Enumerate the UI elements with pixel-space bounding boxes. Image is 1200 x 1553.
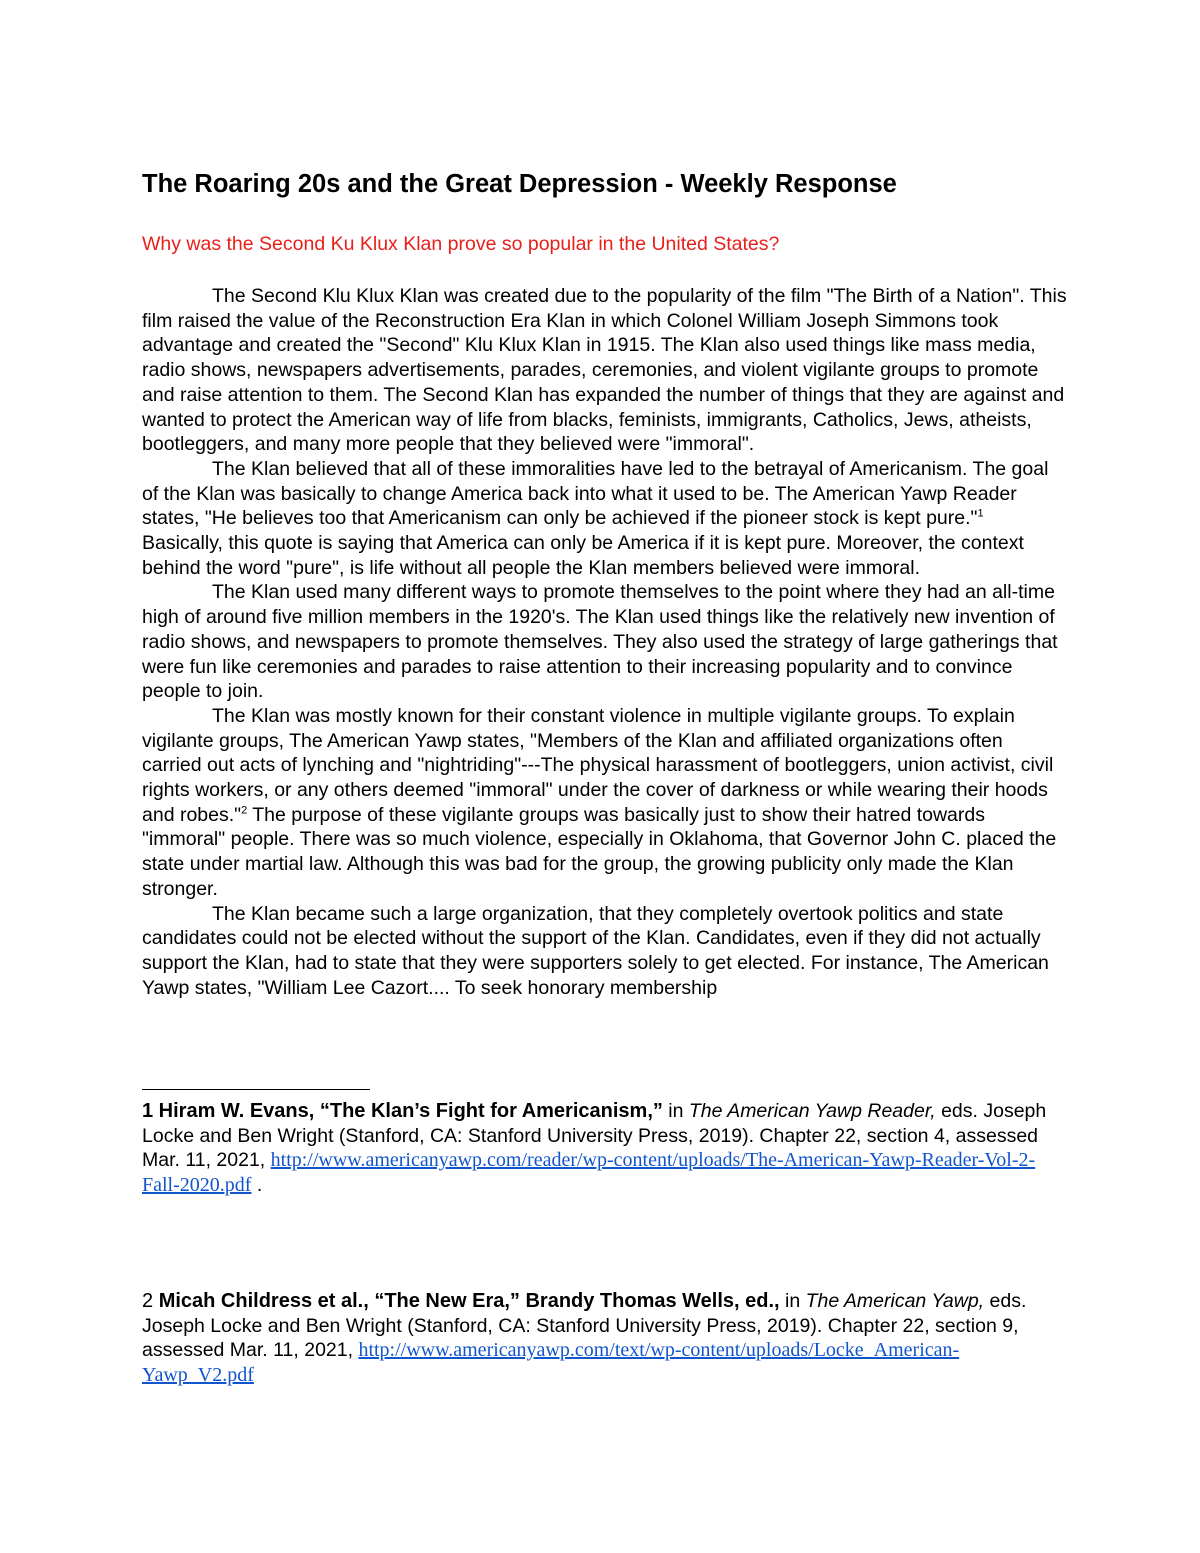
footnote-1-citation: 1 Hiram W. Evans, “The Klan’s Fight for Americanism,” xyxy=(142,1100,663,1122)
footnote-2-in: in xyxy=(779,1290,806,1312)
footnote-2-details: eds. Joseph Locke and Ben Wright (Stanford, CA: Stanford University Press, 2019). Chapter 22, section 9, assessed Mar. 11, 2021, xyxy=(142,1290,1027,1361)
footnote-2-citation: Micah Childress et al., “The New Era,” Brandy Thomas Wells, ed., xyxy=(158,1290,780,1312)
footnote-ref-2[interactable]: 2 xyxy=(241,804,248,817)
paragraph-2-text-a: The Klan believed that all of these immoralities have led to the betrayal of Americanism. The goal of the Klan was basically to change America back into what it used to be. The American Yawp Reader states, "He believes too that Americanism can only be achieved if the pioneer stock is kept pure." xyxy=(142,457,1049,530)
footnote-separator xyxy=(142,1089,370,1090)
question-prompt: Why was the Second Ku Klux Klan prove so popular in the United States? xyxy=(142,233,780,255)
footnote-1 xyxy=(142,1099,1067,1197)
paragraph-4-text-b: The purpose of these vigilante groups was basically just to show their hatred towards "immoral" people. There was so much violence, especially in Oklahoma, that Governor John C. placed the state under martial law. Although this was bad for the group, the growing publicity only made the Klan stronger. xyxy=(142,803,1057,900)
paragraph-4-text-a: The Klan was mostly known for their constant violence in multiple vigilante groups. To explain vigilante groups, The American Yawp states, "Members of the Klan and affiliated organizations often carried out acts of lynching and "nightriding"---The physical harassment of bootleggers, union activist, civil rights workers, or any others deemed "immoral" under the cover of darkness or while wearing their hoods and robes." xyxy=(142,704,1054,826)
paragraph-3: The Klan used many different ways to promote themselves to the point where they had an all-time high of around five million members in the 1920's. The Klan used things like the relatively new invention of radio shows, and newspapers to promote themselves. They also used the strategy of large gatherings that were fun like ceremonies and parades to raise attention to their increasing popularity and to convince people to join. xyxy=(142,581,1058,703)
paragraph-1: The Second Klu Klux Klan was created due to the popularity of the film "The Birth of a Nation". This film raised the value of the Reconstruction Era Klan in which Colonel William Joseph Simmons took advantage and created the "Second" Klu Klux Klan in 1915. The Klan also used things like mass media, radio shows, newspapers advertisements, parades, ceremonies, and violent vigilante groups to promote and raise attention to them. The Second Klan has expanded the number of things that they are against and wanted to protect the American way of life from blacks, feminists, immigrants, Catholics, Jews, atheists, bootleggers, and many more people that they believed were "immoral". xyxy=(142,285,1067,456)
footnote-2 xyxy=(142,1289,1067,1387)
footnote-1-details: eds. Joseph Locke and Ben Wright (Stanford, CA: Stanford University Press, 2019). Chapter 22, section 4, assessed Mar. 11, 2021, xyxy=(142,1100,1047,1171)
footnote-2-link[interactable]: http://www.americanyawp.com/text/wp-content/uploads/Locke_American-Yawp_V2.pdf xyxy=(142,1339,960,1386)
response-body xyxy=(142,284,1067,1000)
footnote-1-source-title: The American Yawp Reader, xyxy=(688,1100,936,1122)
footnote-1-link[interactable]: http://www.americanyawp.com/reader/wp-content/uploads/The-American-Yawp-Reader-Vol-2-Fall-2020.pdf xyxy=(142,1149,1036,1196)
page-title: The Roaring 20s and the Great Depression - Weekly Response xyxy=(142,170,897,198)
paragraph-4 xyxy=(142,704,1067,902)
paragraph-2-text-b: Basically, this quote is saying that America can only be America if it is kept pure. Moreover, the context behind the word "pure", is life without all people the Klan members believed were immoral. xyxy=(142,532,1024,579)
footnote-2-number: 2 xyxy=(142,1290,159,1312)
footnote-ref-1[interactable]: 1 xyxy=(977,507,984,520)
footnote-1-in: in xyxy=(662,1100,689,1122)
footnote-2-source-title: The American Yawp, xyxy=(805,1290,985,1312)
paragraph-5: The Klan became such a large organization, that they completely overtook politics and state candidates could not be elected without the support of the Klan. Candidates, even if they did not actually support the Klan, had to state that they were supporters solely to get elected. For instance, The American Yawp states, "William Lee Cazort.... To seek honorary membership xyxy=(142,902,1049,999)
footnote-1-period: . xyxy=(251,1173,263,1196)
paragraph-2 xyxy=(142,457,1067,581)
